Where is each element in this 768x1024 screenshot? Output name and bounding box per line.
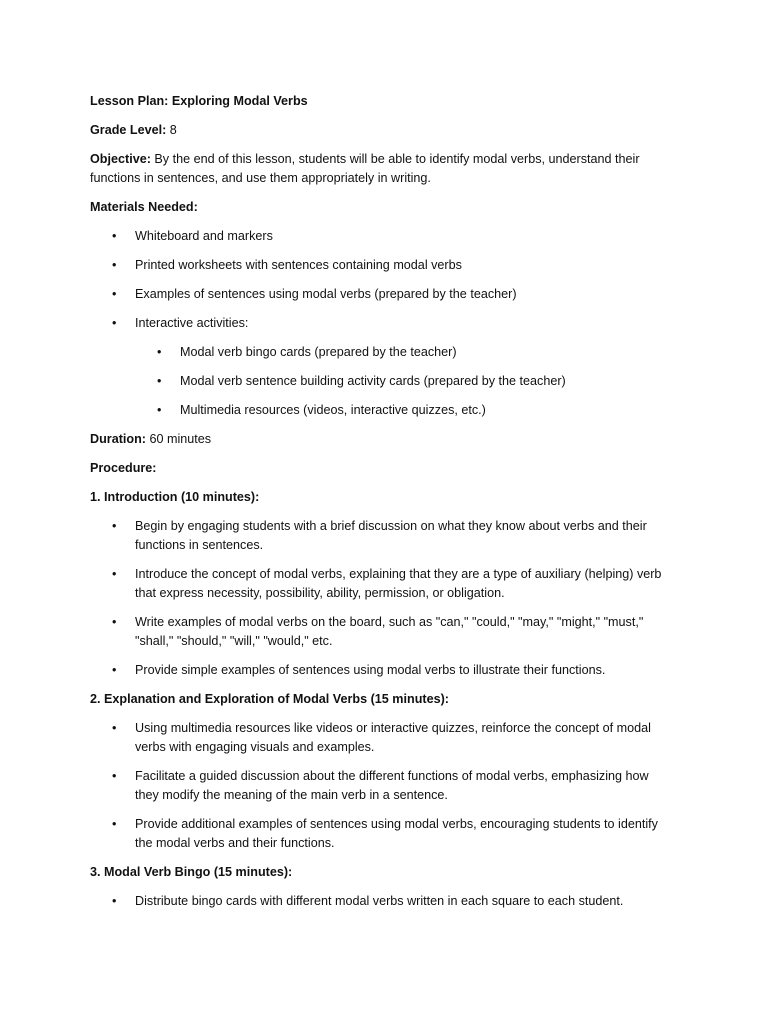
explanation-list [90, 719, 668, 853]
list-item: • Modal verb bingo cards (prepared by the teacher) [90, 343, 668, 362]
list-item: • Facilitate a guided discussion about the different functions of modal verbs, emphasizing how they modify the meaning of the main verb in a sentence. [90, 767, 668, 805]
list-item: • Distribute bingo cards with different modal verbs written in each square to each student. [90, 892, 668, 911]
section-heading-bingo: 3. Modal Verb Bingo (15 minutes): [90, 865, 293, 879]
interactive-activities-list [90, 343, 668, 420]
procedure-heading: Procedure: [90, 461, 157, 475]
section-heading-introduction: 1. Introduction (10 minutes): [90, 490, 260, 504]
section-heading-explanation: 2. Explanation and Exploration of Modal Verbs (15 minutes): [90, 692, 449, 706]
list-item: • Provide simple examples of sentences using modal verbs to illustrate their functions. [90, 661, 668, 680]
introduction-list [90, 517, 668, 680]
list-item: • Interactive activities: [90, 314, 668, 333]
list-item: • Examples of sentences using modal verbs (prepared by the teacher) [90, 285, 668, 304]
list-item: • Printed worksheets with sentences containing modal verbs [90, 256, 668, 275]
grade-level: Grade Level: 8 [90, 123, 177, 137]
list-item: • Using multimedia resources like videos or interactive quizzes, reinforce the concept of modal verbs with engaging visuals and examples. [90, 719, 668, 757]
objective: Objective: By the end of this lesson, students will be able to identify modal verbs, understand their functions in sentences, and use them appropriately in writing. [90, 152, 640, 185]
bingo-list [90, 892, 668, 911]
materials-list [90, 227, 668, 333]
list-item: • Whiteboard and markers [90, 227, 668, 246]
list-item: • Multimedia resources (videos, interactive quizzes, etc.) [90, 401, 668, 420]
materials-heading: Materials Needed: [90, 200, 198, 214]
list-item: • Modal verb sentence building activity cards (prepared by the teacher) [90, 372, 668, 391]
lesson-title: Lesson Plan: Exploring Modal Verbs [90, 94, 308, 108]
list-item: • Introduce the concept of modal verbs, explaining that they are a type of auxiliary (helping) verb that express necessity, possibility, ability, permission, or obligation. [90, 565, 668, 603]
duration: Duration: 60 minutes [90, 432, 212, 446]
list-item: • Write examples of modal verbs on the board, such as "can," "could," "may," "might," "must," "shall," "should," "will," "would," etc. [90, 613, 668, 651]
list-item: • Begin by engaging students with a brief discussion on what they know about verbs and their functions in sentences. [90, 517, 668, 555]
list-item: • Provide additional examples of sentences using modal verbs, encouraging students to identify the modal verbs and their functions. [90, 815, 668, 853]
